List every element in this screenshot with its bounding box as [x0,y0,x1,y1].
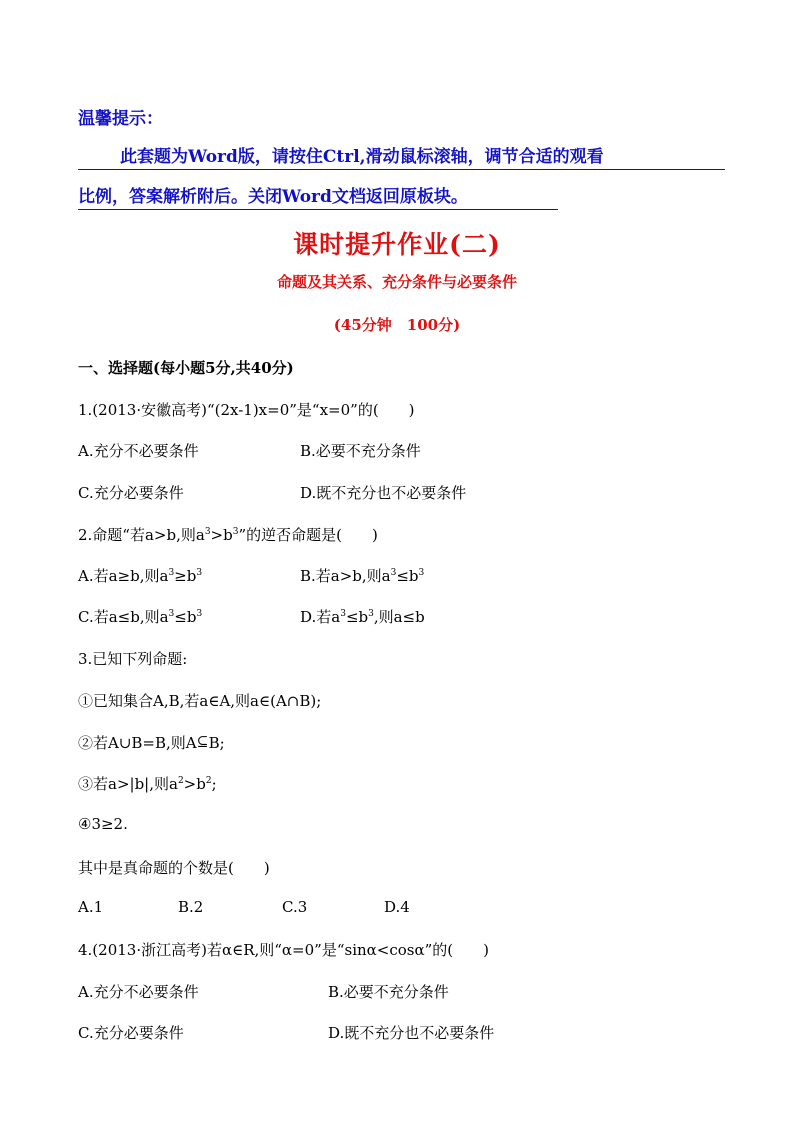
q2-b-exp-1: 3 [390,568,397,578]
q2-d-exp-2: 3 [368,609,374,619]
q3-item-4: ④3≥2. [78,815,128,833]
q3-exp-1: 2 [177,776,184,786]
q1-option-b: B.必要不充分条件 [300,442,421,460]
q3-option-a: A.1 [78,898,104,916]
q2-c-exp-2: 3 [196,609,203,619]
q3-question: 其中是真命题的个数是( ) [78,859,270,877]
q3-item-2-post: B; [208,734,225,752]
q4-option-a: A.充分不必要条件 [78,983,199,1001]
q2-a-mid: ≥b [174,567,197,585]
q2-b-pre: B.若a>b,则a [300,567,391,585]
page-subtitle: 命题及其关系、充分条件与必要条件 [276,273,517,291]
q2-stem-mid: >b [210,526,233,544]
q3-option-d: D.4 [384,898,410,916]
q2-b-mid: ≤b [396,567,419,585]
time-score: (45分钟 100分) [333,316,461,334]
q4-option-b: B.必要不充分条件 [328,983,449,1001]
q3-item-2-pre: ②若A∪B=B,则A [78,734,197,752]
section-heading: 一、选择题(每小题5分,共40分) [78,359,294,377]
q4-option-d: D.既不充分也不必要条件 [328,1024,495,1042]
q2-c-pre: C.若a≤b,则a [78,608,169,626]
q2-option-d [300,606,425,627]
q1-option-d: D.既不充分也不必要条件 [300,484,467,502]
tip-line-1 [78,146,725,170]
q3-item-1: ①已知集合A,B,若a∈A,则a∈(A∩B); [78,692,322,710]
q3-option-c: C.3 [282,898,308,916]
q1-option-c: C.充分必要条件 [78,484,184,502]
subset-symbol-text: ⊆ [196,734,209,750]
q3-item-3-pre: ③若a>|b|,则a [78,775,178,793]
tip-line-2: 比例，答案解析附后。关闭Word文档返回原板块。 [78,186,558,210]
q2-exp-1: 3 [204,527,211,537]
q3-option-b: B.2 [178,898,204,916]
q2-b-exp-2: 3 [418,568,425,578]
q2-option-a [78,565,202,586]
q1-option-a: A.充分不必要条件 [78,442,199,460]
q3-stem: 3.已知下列命题: [78,650,188,668]
q2-d-exp-1: 3 [340,609,346,619]
q1-stem: 1.(2013·安徽高考)“(2x-1)x=0”是“x=0”的( ) [78,401,415,419]
q4-option-c: C.充分必要条件 [78,1024,184,1042]
q2-d-pre: D.若a [300,608,341,626]
q3-exp-2: 2 [205,776,212,786]
q2-stem [78,524,378,545]
q2-option-b [300,565,424,586]
q2-c-exp-1: 3 [168,609,175,619]
q2-a-exp-1: 3 [168,568,175,578]
q3-item-2 [78,732,225,753]
q2-stem-post: ”的逆否命题是( ) [238,526,378,544]
q4-stem: 4.(2013·浙江高考)若α∈R,则“α=0”是“sinα<cosα”的( ) [78,941,489,959]
q2-c-mid: ≤b [174,608,197,626]
q2-d-mid: ≤b [345,608,369,626]
q2-option-c [78,606,202,627]
q3-item-3-mid: >b [183,775,206,793]
q2-a-pre: A.若a≥b,则a [78,567,169,585]
q3-item-3 [78,773,217,794]
tip-line-1-text: 此套题为Word版，请按住Ctrl,滑动鼠标滚轴，调节合适的观看 [120,147,604,167]
q3-item-3-post: ; [211,775,217,793]
page-title: 课时提升作业(二) [293,230,501,259]
q2-stem-pre: 2.命题“若a>b,则a [78,526,205,544]
q2-exp-2: 3 [232,527,239,537]
q2-d-post: ,则a≤b [373,608,425,626]
q2-a-exp-2: 3 [196,568,203,578]
tip-label: 温馨提示： [78,109,163,129]
